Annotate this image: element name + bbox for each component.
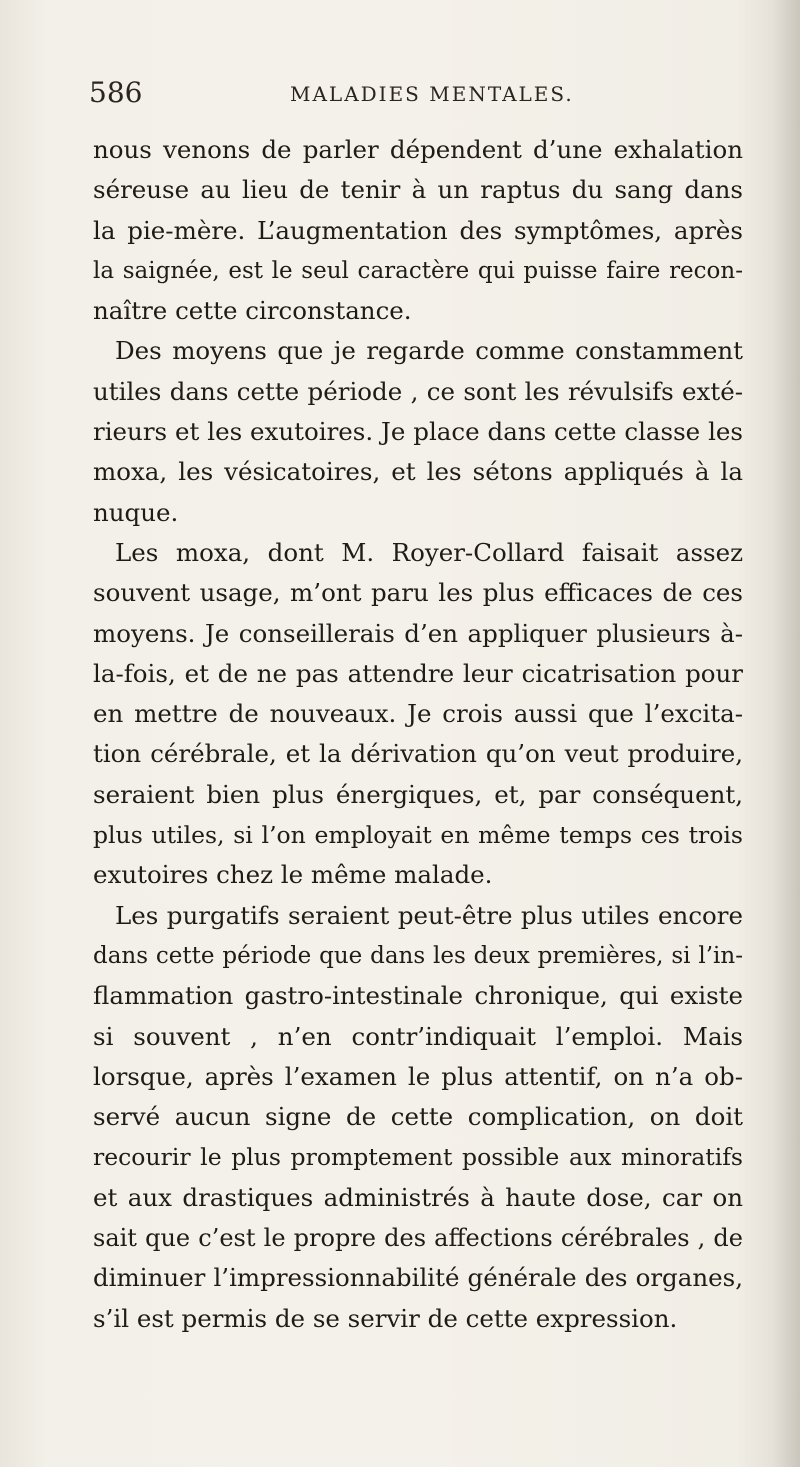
text-line: Des moyens que je regarde comme constamment <box>115 336 743 366</box>
text-line: et aux drastiques administrés à haute dose, car on <box>93 1182 743 1212</box>
text-line: la saignée, est le seul caractère qui puisse faire recon- <box>93 257 743 284</box>
text-line: lorsque, après l’examen le plus attentif, on n’a ob- <box>93 1061 743 1091</box>
text-line: utiles dans cette période , ce sont les révulsifs exté- <box>93 376 743 406</box>
text-line: recourir le plus promptement possible aux minoratifs <box>93 1143 743 1172</box>
text-line: naître cette circonstance. <box>93 296 412 326</box>
text-line: moxa, les vésicatoires, et les sétons appliqués à la <box>93 457 743 487</box>
text-line: si souvent , n’en contr’indiquait l’emploi. Mais <box>93 1021 743 1051</box>
text-line: sait que c’est le propre des affections cérébrales , de <box>93 1224 743 1253</box>
text-line: la pie-mère. L’augmentation des symptômes, après <box>93 215 743 245</box>
text-line: seraient bien plus énergiques, et, par conséquent, <box>93 779 743 809</box>
text-line: s’il est permis de se servir de cette expression. <box>93 1303 678 1333</box>
text-line: nuque. <box>93 497 179 527</box>
text-line: rieurs et les exutoires. Je place dans cette classe les <box>93 417 743 447</box>
text-line: plus utiles, si l’on employait en même temps ces trois <box>93 821 743 850</box>
page-edge-shadow <box>772 0 800 1467</box>
text-line: exutoires chez le même malade. <box>93 860 493 890</box>
text-line: la-fois, et de ne pas attendre leur cicatrisation pour <box>93 658 743 688</box>
text-line: séreuse au lieu de tenir à un raptus du sang dans <box>93 175 743 205</box>
body-text <box>93 130 743 1339</box>
text-line: dans cette période que dans les deux premières, si l’in- <box>93 942 743 969</box>
text-line: diminuer l’impressionnabilité générale des organes, <box>93 1263 743 1293</box>
text-line: souvent usage, m’ont paru les plus efficaces de ces <box>93 578 743 608</box>
running-head: MALADIES MENTALES. <box>290 82 574 106</box>
text-line: tion cérébrale, et la dérivation qu’on veut produire, <box>93 739 743 769</box>
text-line: nous venons de parler dépendent d’une exhalation <box>93 135 743 164</box>
text-line: Les purgatifs seraient peut-être plus utiles encore <box>115 900 743 930</box>
text-line: moyens. Je conseillerais d’en appliquer plusieurs à- <box>93 618 743 648</box>
text-line: flammation gastro-intestinale chronique, qui existe <box>93 981 743 1011</box>
text-line: servé aucun signe de cette complication, on doit <box>93 1102 743 1132</box>
text-line: Les moxa, dont M. Royer-Collard faisait assez <box>115 537 743 567</box>
page-number: 586 <box>89 76 143 109</box>
text-line: en mettre de nouveaux. Je crois aussi que l’excita- <box>93 699 743 729</box>
